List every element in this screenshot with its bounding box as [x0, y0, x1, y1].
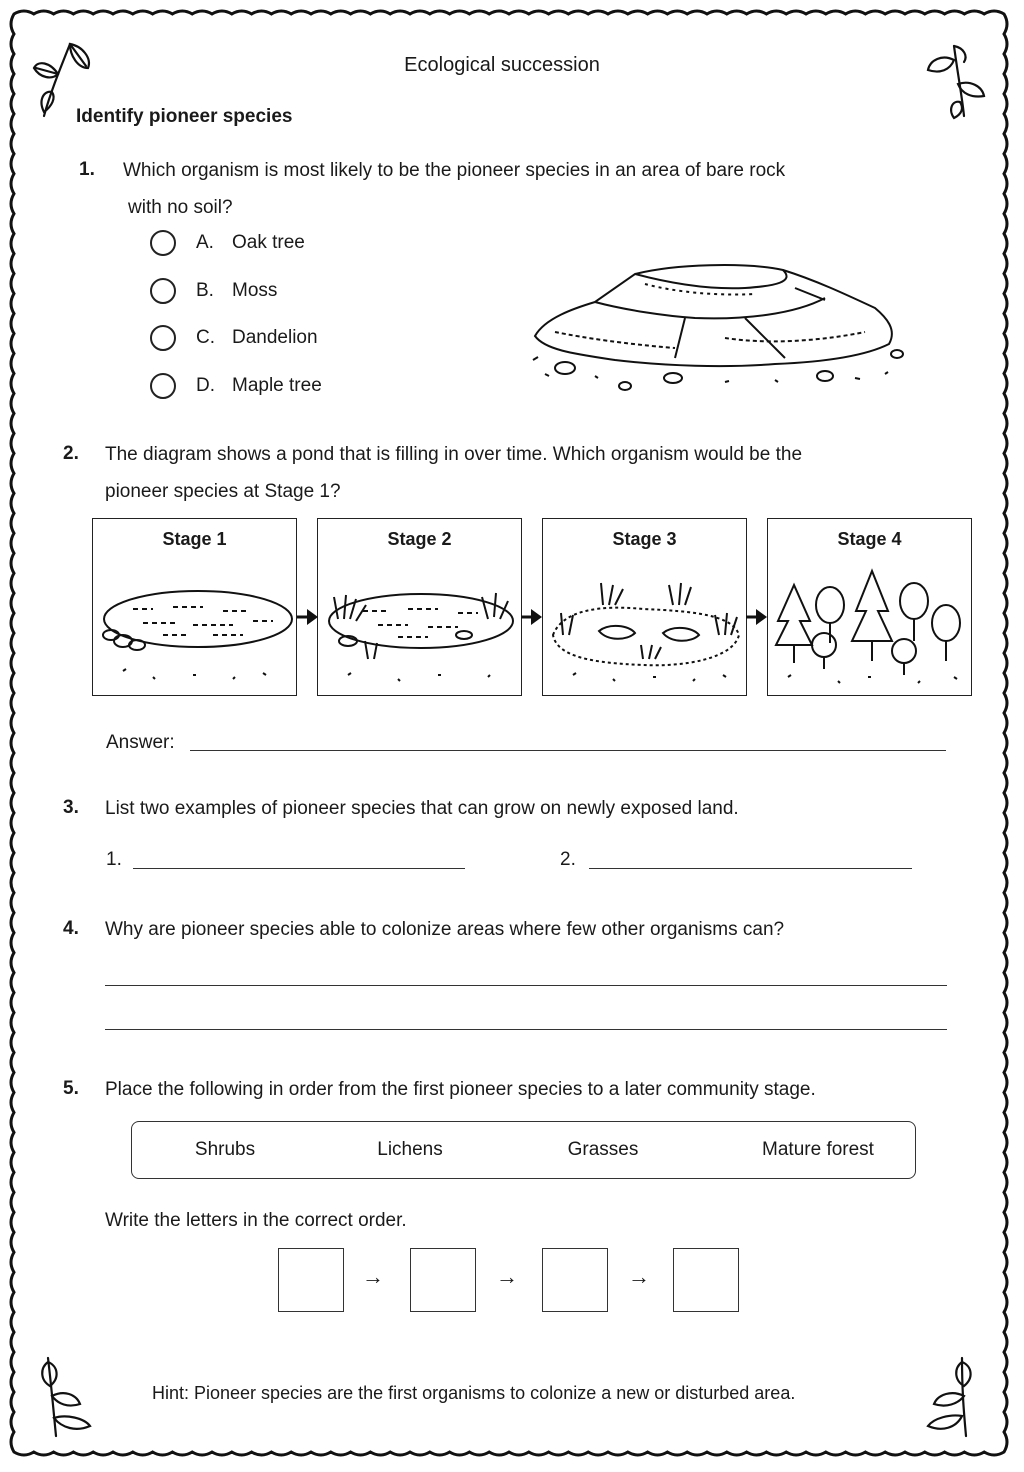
order-box-3[interactable]	[542, 1248, 608, 1312]
pond-illustration	[93, 579, 296, 695]
arrow-icon: →	[362, 1264, 384, 1289]
q3-text: List two examples of pioneer species that can grow on newly exposed land.	[105, 798, 739, 819]
stage-1-panel	[92, 518, 297, 696]
q2-number: 2.	[63, 443, 79, 464]
bare-rock-illustration	[525, 258, 915, 398]
arrow-icon	[297, 606, 319, 628]
q5-text: Place the following in order from the first pioneer species to a later community stage.	[105, 1079, 816, 1100]
q1-option-d[interactable]	[150, 373, 322, 399]
option-letter: B.	[196, 280, 214, 301]
option-letter: A.	[196, 232, 214, 253]
worksheet-title: Ecological succession	[404, 54, 600, 76]
q1-option-c[interactable]	[150, 325, 318, 351]
arrow-icon	[746, 606, 768, 628]
word-bank	[131, 1121, 916, 1179]
leaf-sprig-icon	[922, 1352, 988, 1438]
q1-number: 1.	[79, 159, 95, 180]
q1-option-b[interactable]	[150, 278, 277, 304]
option-text: Moss	[232, 280, 278, 301]
option-text: Oak tree	[232, 232, 305, 253]
order-box-1[interactable]	[278, 1248, 344, 1312]
hint-text: Hint: Pioneer species are the first organisms to colonize a new or disturbed area.	[152, 1383, 796, 1403]
word-bank-item: Lichens	[377, 1139, 443, 1160]
word-bank-item: Grasses	[567, 1139, 639, 1160]
q4-answer-line-2[interactable]	[105, 1029, 947, 1030]
q3-blank2-line[interactable]	[589, 868, 912, 869]
radio-circle[interactable]	[150, 278, 176, 304]
stage-label: Stage 3	[612, 529, 677, 549]
q1-text-line1: Which organism is most likely to be the pioneer species in an area of bare rock	[123, 160, 786, 181]
stage-label: Stage 2	[387, 529, 452, 549]
q3-blank2-label: 2.	[560, 849, 576, 870]
radio-circle[interactable]	[150, 373, 176, 399]
q5-instruction: Write the letters in the correct order.	[105, 1210, 407, 1231]
stage-4-panel	[767, 518, 972, 696]
radio-circle[interactable]	[150, 325, 176, 351]
stage-2-panel	[317, 518, 522, 696]
leaf-sprig-icon	[30, 1352, 96, 1438]
q2-text-line2: pioneer species at Stage 1?	[105, 481, 341, 502]
option-letter: D.	[196, 375, 215, 396]
q1-option-a[interactable]	[150, 230, 305, 256]
q5-number: 5.	[63, 1078, 79, 1099]
q3-blank1-line[interactable]	[133, 868, 465, 869]
q2-answer-label: Answer:	[106, 732, 175, 753]
radio-circle[interactable]	[150, 230, 176, 256]
q3-number: 3.	[63, 797, 79, 818]
word-bank-item: Shrubs	[194, 1139, 256, 1160]
q4-answer-line-1[interactable]	[105, 985, 947, 986]
option-text: Maple tree	[232, 375, 322, 396]
arrow-icon	[521, 606, 543, 628]
stage-label: Stage 4	[837, 529, 902, 549]
q2-text-line1: The diagram shows a pond that is filling in over time. Which organism would be the	[105, 444, 803, 465]
order-box-2[interactable]	[410, 1248, 476, 1312]
section-title: Identify pioneer species	[76, 106, 293, 127]
stage-label: Stage 1	[162, 529, 227, 549]
word-bank-item: Mature forest	[762, 1139, 874, 1160]
forest-illustration	[768, 565, 971, 695]
option-letter: C.	[196, 327, 215, 348]
pond-with-reeds-illustration	[318, 579, 521, 695]
arrow-icon: →	[628, 1264, 650, 1289]
arrow-icon: →	[496, 1264, 518, 1289]
option-text: Dandelion	[232, 327, 318, 348]
marsh-illustration	[543, 575, 746, 695]
stage-3-panel	[542, 518, 747, 696]
q3-blank1-label: 1.	[106, 849, 122, 870]
q4-number: 4.	[63, 918, 79, 939]
q2-answer-line[interactable]	[190, 750, 946, 751]
leaf-sprig-icon	[924, 40, 988, 120]
q4-text: Why are pioneer species able to colonize areas where few other organisms can?	[105, 919, 785, 940]
order-box-4[interactable]	[673, 1248, 739, 1312]
q1-text-line2: with no soil?	[128, 197, 233, 218]
